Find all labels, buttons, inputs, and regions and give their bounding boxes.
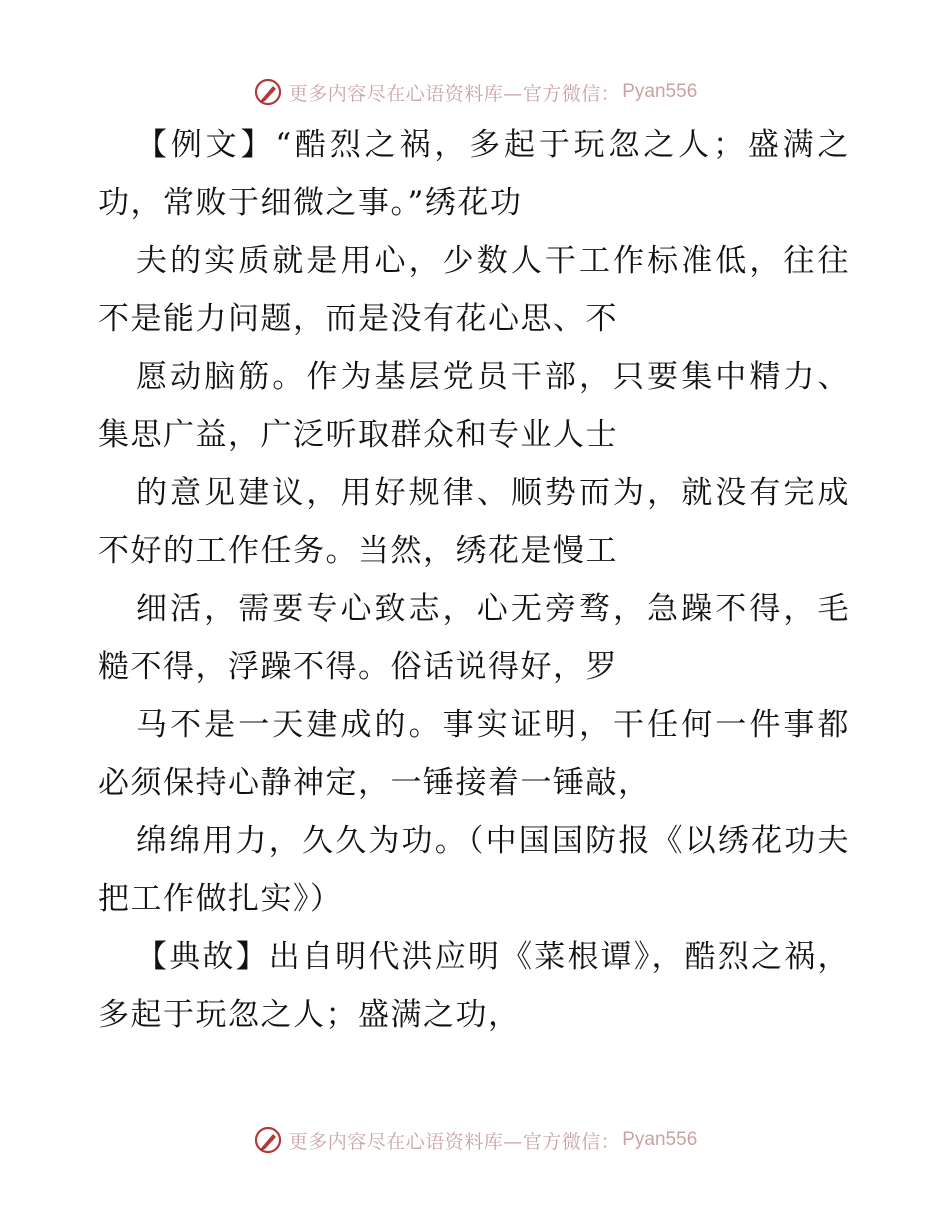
paragraph: 绵绵用力，久久为功。（中国国防报《以绣花功夫把工作做扎实》） <box>98 823 850 917</box>
header-watermark <box>0 72 950 112</box>
paragraph: 愿动脑筋。作为基层党员干部，只要集中精力、集思广益，广泛听取群众和专业人士 <box>98 359 850 453</box>
watermark-wechat-id: Pyan556 <box>622 1129 698 1150</box>
footer-watermark <box>0 1120 950 1160</box>
pen-logo-icon <box>253 77 283 107</box>
watermark-text: 更多内容尽在心语资料库—官方微信： <box>288 82 621 105</box>
paragraph: 【例文】“酷烈之祸，多起于玩忽之人；盛满之功，常败于细微之事。”绣花功 <box>98 127 850 221</box>
paragraph: 细活，需要专心致志，心无旁骛，急躁不得，毛糙不得，浮躁不得。俗话说得好，罗 <box>98 591 850 685</box>
paragraph: 马不是一天建成的。事实证明，干任何一件事都必须保持心静神定，一锤接着一锤敲， <box>98 707 850 801</box>
paragraph: 的意见建议，用好规律、顺势而为，就没有完成不好的工作任务。当然，绣花是慢工 <box>98 475 850 569</box>
document-body <box>98 116 850 1044</box>
paragraph: 【典故】出自明代洪应明《菜根谭》，酷烈之祸，多起于玩忽之人；盛满之功， <box>98 939 850 1033</box>
pen-logo-icon <box>253 1125 283 1155</box>
watermark-wechat-id: Pyan556 <box>622 81 698 102</box>
paragraph: 夫的实质就是用心，少数人干工作标准低，往往不是能力问题，而是没有花心思、不 <box>98 243 850 337</box>
watermark-text: 更多内容尽在心语资料库—官方微信： <box>288 1130 621 1153</box>
